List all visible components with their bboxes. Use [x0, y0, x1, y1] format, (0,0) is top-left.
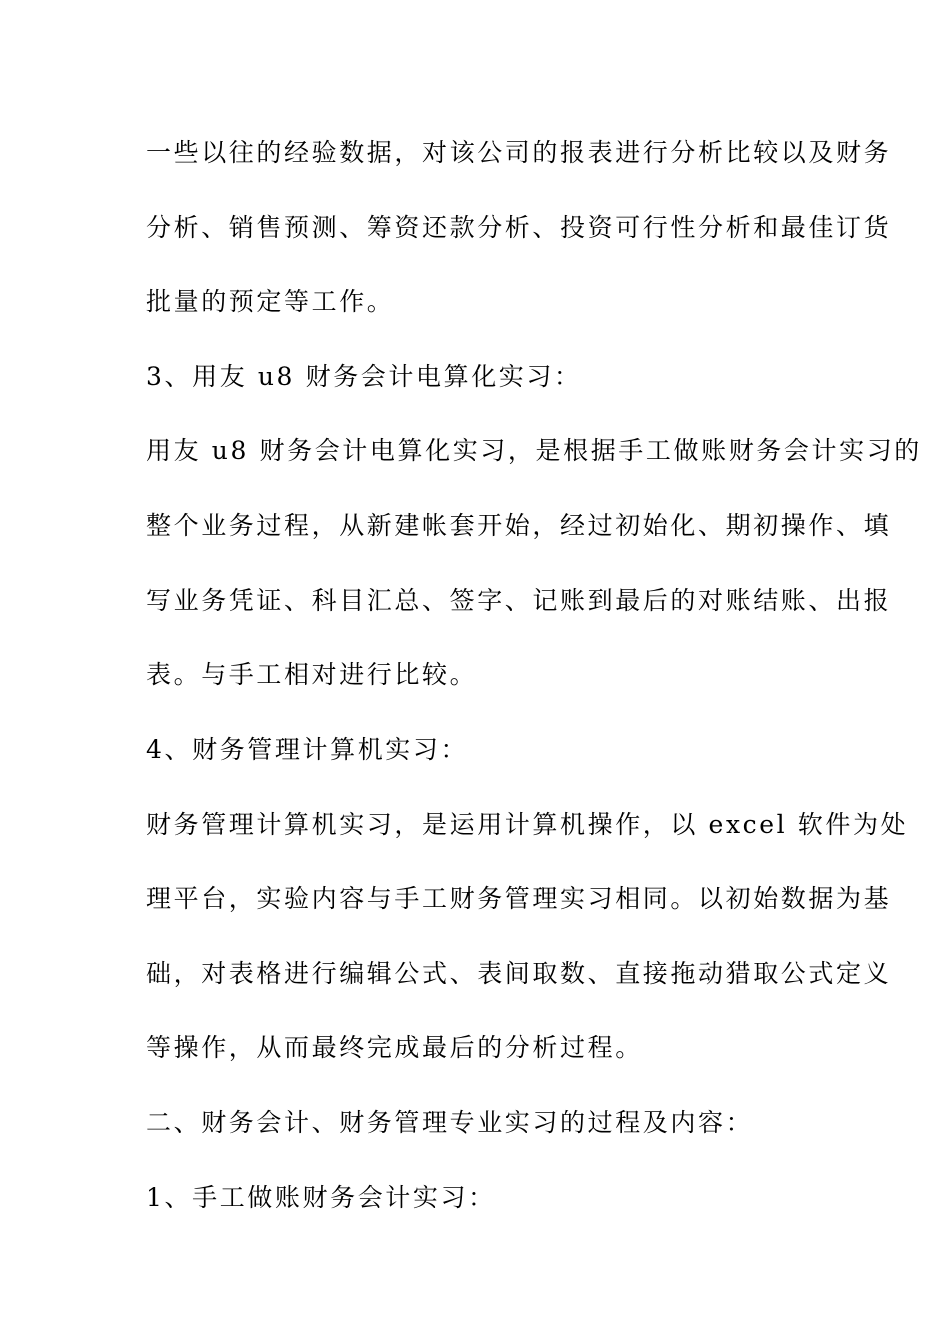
- text-line: 理平台，实验内容与手工财务管理实习相同。以初始数据为基: [146, 884, 892, 913]
- section-heading: 二、财务会计、财务管理专业实习的过程及内容：: [146, 1108, 754, 1137]
- text-line: 整个业务过程，从新建帐套开始，经过初始化、期初操作、填: [146, 511, 892, 540]
- text-line: 用友 u8 财务会计电算化实习，是根据手工做账财务会计实习的: [146, 436, 922, 465]
- text-line: 表。与手工相对进行比较。: [146, 660, 478, 689]
- text-line: 等操作，从而最终完成最后的分析过程。: [146, 1033, 643, 1062]
- text-line: 财务管理计算机实习，是运用计算机操作，以 excel 软件为处: [146, 810, 909, 839]
- text-line: 批量的预定等工作。: [146, 287, 395, 316]
- text-line: 础，对表格进行编辑公式、表间取数、直接拖动猎取公式定义: [146, 959, 892, 988]
- section-heading: 1、手工做账财务会计实习：: [146, 1183, 496, 1212]
- text-line: 一些以往的经验数据，对该公司的报表进行分析比较以及财务: [146, 138, 892, 167]
- text-line: 写业务凭证、科目汇总、签字、记账到最后的对账结账、出报: [146, 586, 892, 615]
- section-heading: 4、财务管理计算机实习：: [146, 735, 469, 764]
- text-line: 分析、销售预测、筹资还款分析、投资可行性分析和最佳订货: [146, 213, 892, 242]
- section-heading: 3、用友 u8 财务会计电算化实习：: [146, 362, 582, 391]
